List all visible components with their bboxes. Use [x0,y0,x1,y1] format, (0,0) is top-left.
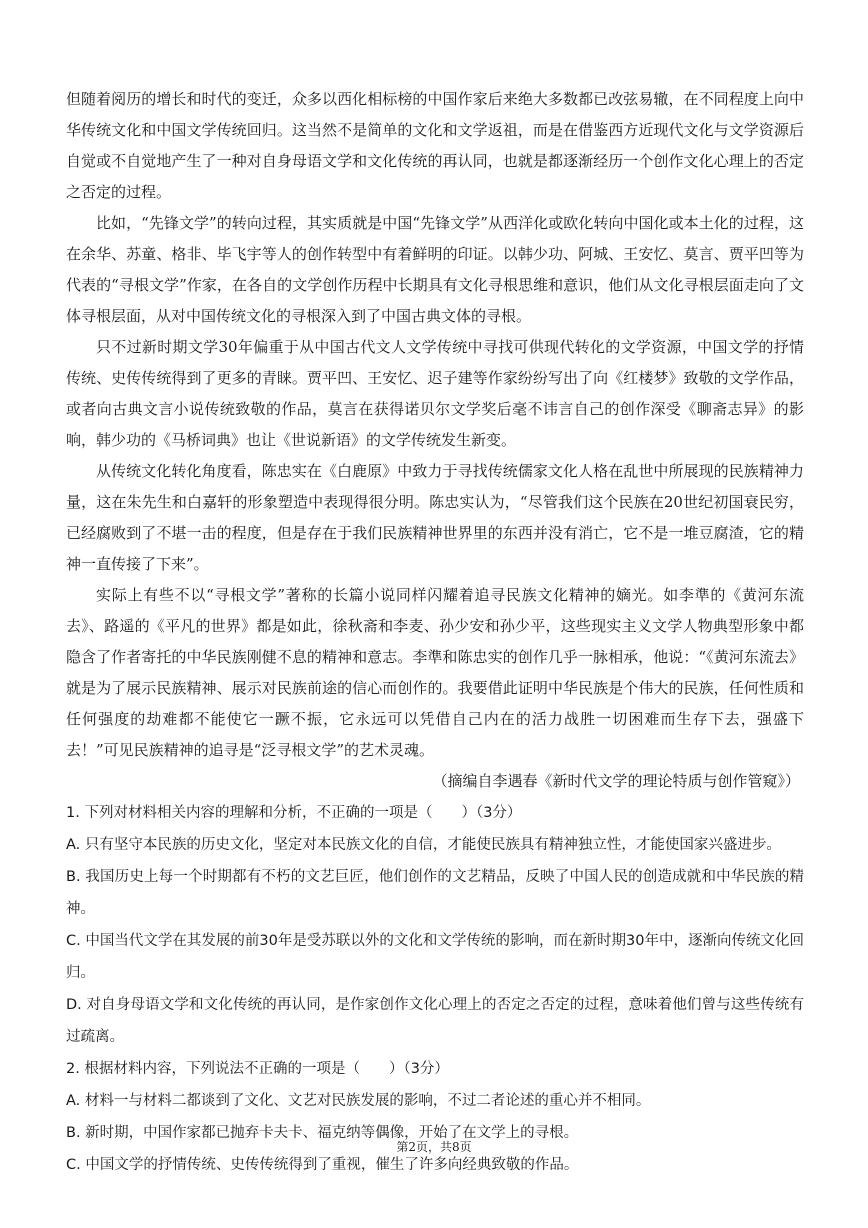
passage-paragraph-5: 实际上有些不以“寻根文学”著称的长篇小说同样闪耀着追寻民族文化精神的嫡光。如李準的《黄河东流去》、路遥的《平凡的世界》都是如此，徐秋斋和李麦、孙少安和孙少平，这些现实主义文学人物典型形象中都隐含了作者寄托的中华民族刚健不息的精神和意志。李準和陈忠实的创作几乎一脉相承，他说：“《黄河东流去》就是为了展示民族精神、展示对民族前途的信心而创作的。我要借此证明中华民族是个伟大的民族，任何性质和任何强度的劫难都不能使它一蹶不振，它永远可以凭借自己内在的活力战胜一切困难而生存下去，强盛下去！”可见民族精神的追寻是“泛寻根文学”的艺术灵魂。 [66,586,804,759]
question-2-option-a: A. 材料一与材料二都谈到了文化、文艺对民族发展的影响，不过二者论述的重心并不相同。 [66,1093,651,1109]
question-2-option-c: C. 中国文学的抒情传统、史传传统得到了重视，催生了许多向经典致敬的作品。 [66,1157,579,1173]
page-number: 第2页，共8页 [396,1140,472,1154]
question-1-option-d: D. 对自身母语文学和文化传统的再认同，是作家创作文化心理上的否定之否定的过程，意味着他们曾与这些传统有过疏离。 [66,997,804,1045]
page-content [66,84,804,1181]
question-2-option-b: B. 新时期，中国作家都已抛弃卡夫卡、福克纳等偶像，开始了在文学上的寻根。 [66,1125,579,1141]
question-2 [66,1053,804,1181]
question-1-stem: 1. 下列对材料相关内容的理解和分析，不正确的一项是（ ）（3分） [66,805,522,821]
passage-paragraph-1: 但随着阅历的增长和时代的变迁，众多以西化相标榜的中国作家后来绝大多数都已改弦易辙，在不同程度上向中华传统文化和中国文学传统回归。这当然不是简单的文化和文学返祖，而是在借鉴西方近现代文化与文学资源后自觉或不自觉地产生了一种对自身母语文学和文化传统的再认同，也就是都逐渐经历一个创作文化心理上的否定之否定的过程。 [66,90,804,201]
passage-paragraph-4: 从传统文化转化角度看，陈忠实在《白鹿原》中致力于寻找传统儒家文化人格在乱世中所展现的民族精神力量，这在朱先生和白嘉轩的形象塑造中表现得很分明。陈忠实认为，“尽管我们这个民族在20世纪初国衰民穷，已经腐败到了不堪一击的程度，但是存在于我们民族精神世界里的东西并没有消亡，它不是一堆豆腐渣，它的精神一直传接了下来”。 [66,462,804,573]
question-1 [66,797,804,1053]
question-2-stem: 2. 根据材料内容，下列说法不正确的一项是（ ）（3分） [66,1061,449,1077]
question-1-option-a: A. 只有坚守本民族的历史文化，坚定对本民族文化的自信，才能使民族具有精神独立性，才能使国家兴盛进步。 [66,837,781,853]
passage-source: （摘编自李遇春《新时代文学的理论特质与创作管窥》） [432,772,800,790]
question-1-option-c: C. 中国当代文学在其发展的前30年是受苏联以外的文化和文学传统的影响，而在新时期30年中，逐渐向传统文化回归。 [66,933,804,981]
passage-paragraph-2: 比如，“先锋文学”的转向过程，其实质就是中国“先锋文学”从西洋化或欧化转向中国化或本土化的过程，这在余华、苏童、格非、毕飞宇等人的创作转型中有着鲜明的印证。以韩少功、阿城、王安忆、莫言、贾平凹等为代表的“寻根文学”作家，在各自的文学创作历程中长期具有文化寻根思维和意识，他们从文化寻根层面走向了文体寻根层面，从对中国传统文化的寻根深入到了中国古典文体的寻根。 [66,214,804,325]
passage-paragraph-3: 只不过新时期文学30年偏重于从中国古代文人文学传统中寻找可供现代转化的文学资源，中国文学的抒情传统、史传传统得到了更多的青睐。贾平凹、王安忆、迟子建等作家纷纷写出了向《红楼梦》致敬的文学作品，或者向古典文言小说传统致敬的作品，莫言在获得诺贝尔文学奖后毫不讳言自己的创作深受《聊斋志异》的影响，韩少功的《马桥词典》也让《世说新语》的文学传统发生新变。 [66,338,804,449]
question-1-option-b: B. 我国历史上每一个时期都有不朽的文艺巨匠，他们创作的文艺精品，反映了中国人民的创造成就和中华民族的精神。 [66,869,804,917]
